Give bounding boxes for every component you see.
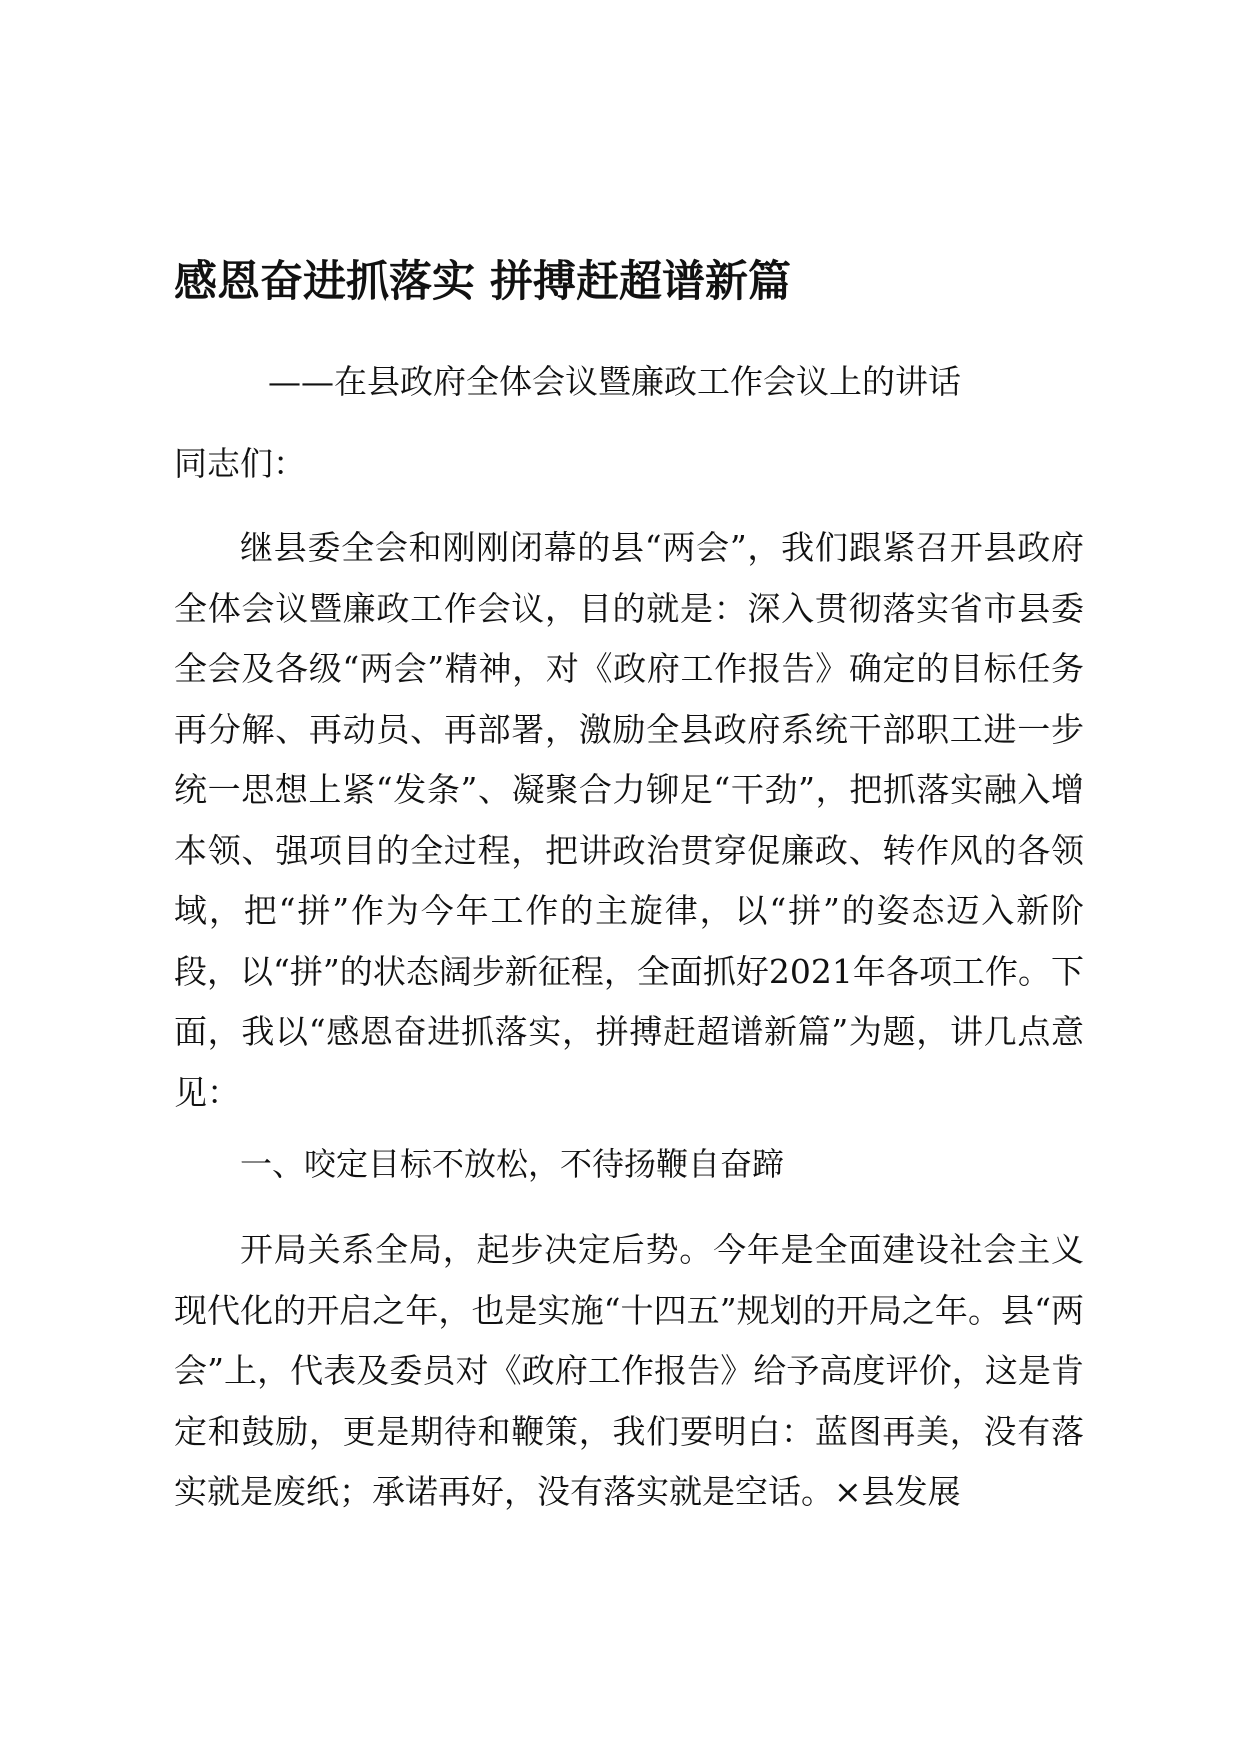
document-subtitle: ——在县政府全体会议暨廉政工作会议上的讲话 xyxy=(268,362,961,401)
section-heading-1: 一、咬定目标不放松，不待扬鞭自奋蹄 xyxy=(240,1145,785,1183)
paragraph-section-1: 开局关系全局，起步决定后势。今年是全面建设社会主义现代化的开启之年，也是实施“十四五”规划的开局之年。县“两会”上，代表及委员对《政府工作报告》给予高度评价，这是肯定和鼓励，更是期待和鞭策，我们要明白：蓝图再美，没有落实就是废纸；承诺再好，没有落实就是空话。×县发展 xyxy=(174,1230,1084,1511)
document-title: 感恩奋进抓落实 拼搏赶超谱新篇 xyxy=(174,257,791,307)
paragraph-intro: 继县委全会和刚刚闭幕的县“两会”，我们跟紧召开县政府全体会议暨廉政工作会议，目的就是：深入贯彻落实省市县委全会及各级“两会”精神，对《政府工作报告》确定的目标任务再分解、再动员、再部署，激励全县政府系统干部职工进一步统一思想上紧“发条”、凝聚合力铆足“干劲”，把抓落实融入增本领、强项目的全过程，把讲政治贯穿促廉政、转作风的各领域，把“拼”作为今年工作的主旋律，以“拼”的姿态迈入新阶段，以“拼”的状态阔步新征程，全面抓好2021年各项工作。下面，我以“感恩奋进抓落实，拼搏赶超谱新篇”为题，讲几点意见： xyxy=(174,528,1084,1112)
salutation: 同志们： xyxy=(174,444,306,483)
